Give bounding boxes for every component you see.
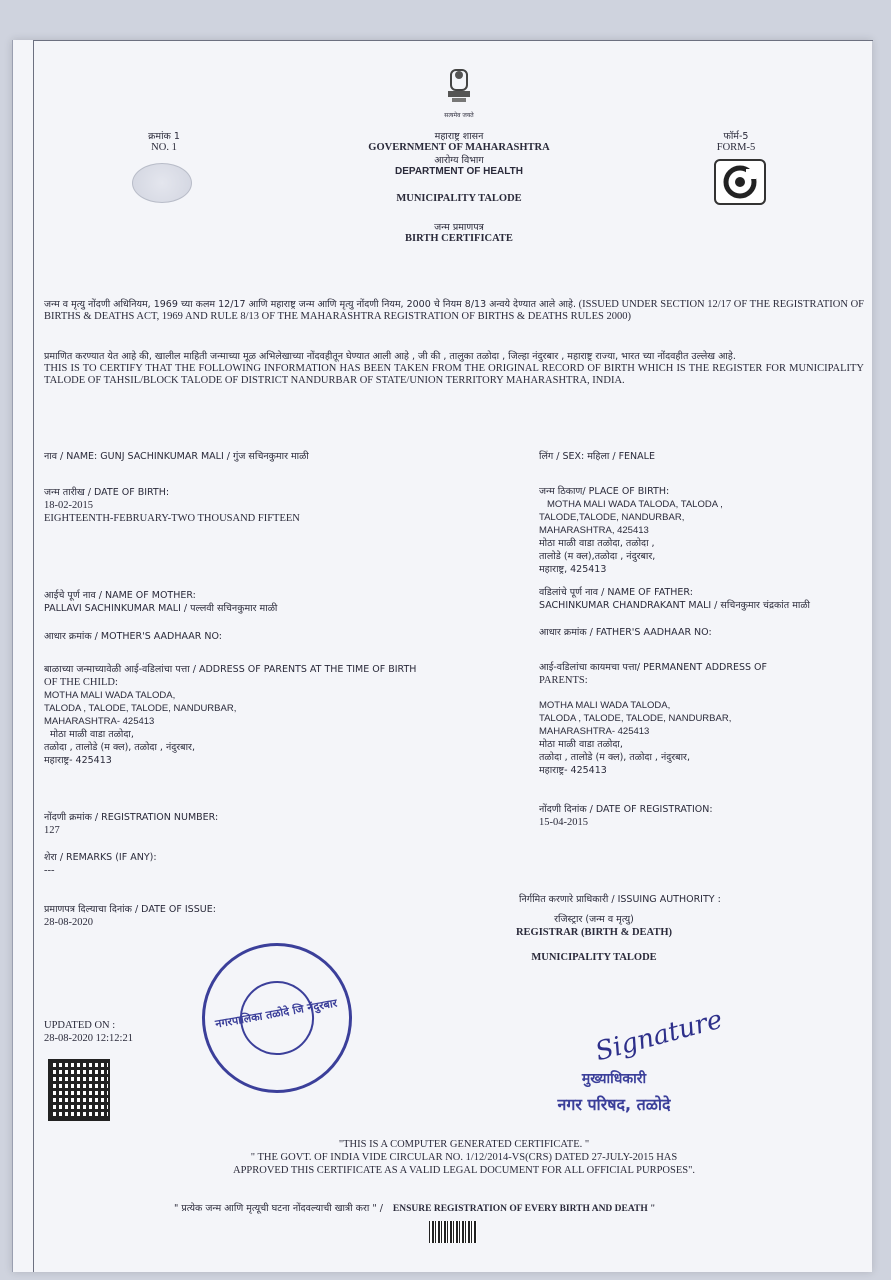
footer-slogan [174, 1198, 794, 1216]
certify-text-mr: प्रमाणित करण्यात येत आहे की, खालील माहिती जन्माच्या मूळ अभिलेखाच्या नोंदवहीतून घेण्यात आली आहे , जी की , तालुका तळोदा , जिल्हा नंदुरबार , महाराष्ट्र राज्या, भारत च्या नोंदवहीत उल्लेख आहे. [44, 351, 736, 362]
permanent-address-label: आई-वडिलांचा कायमचा पत्ता/ PERMANENT ADDRESS OF [539, 662, 767, 673]
mother-name-label: आईचे पूर्ण नाव / NAME OF MOTHER: [44, 590, 196, 601]
father-aadhaar-field: आधार क्रमांक / FATHER'S AADHAAR NO: [539, 627, 712, 638]
address-line: मोठा माळी वाडा तळोदा, [539, 739, 623, 750]
health-dept-seal-icon [132, 163, 192, 203]
footer-line: "THIS IS A COMPUTER GENERATED CERTIFICATE. " [338, 1139, 590, 1150]
barcode [429, 1221, 477, 1243]
certificate-title: BIRTH CERTIFICATE [405, 233, 513, 244]
address-line: MOTHA MALI WADA TALODA, [539, 700, 671, 711]
certificate-frame [33, 40, 873, 1272]
govt-name: GOVERNMENT OF MAHARASHTRA [368, 142, 550, 153]
header-block [284, 129, 634, 244]
pob-line: MAHARASHTRA, 425413 [539, 525, 649, 536]
pob-label: जन्म ठिकाण/ PLACE OF BIRTH: [539, 486, 670, 497]
pob-line: TALODE,TALODE, NANDURBAR, [539, 512, 685, 523]
serial-label: NO. 1 [151, 142, 177, 153]
address-line: MOTHA MALI WADA TALODA, [44, 690, 176, 701]
issued-text: (ISSUED UNDER SECTION 12/17 OF THE REGISTRATION OF BIRTHS & DEATHS ACT, 1969 AND RULE 8/13 OF THE MAHARASHTRA REGISTRATION OF BIRTHS & DEATHS RULES 2000) [44, 299, 865, 322]
permanent-address-label-2: PARENTS: [539, 675, 588, 686]
updated-on-value: 28-08-2020 12:12:21 [44, 1033, 133, 1044]
issued-under-paragraph [44, 299, 864, 323]
issuing-authority-block [519, 893, 721, 906]
address-at-birth-block [44, 663, 416, 767]
registration-number-value: 127 [44, 825, 60, 836]
registration-date-block [539, 803, 713, 829]
updated-on-block [44, 1019, 133, 1045]
address-at-birth-label-2: OF THE CHILD: [44, 677, 118, 688]
address-at-birth-label: बाळाच्या जन्माच्यावेळी आई-वडिलांचा पत्ता / ADDRESS OF PARENTS AT THE TIME OF BIRTH [44, 664, 417, 675]
ashoka-emblem-icon [442, 66, 476, 106]
mother-name-block [44, 589, 277, 615]
sex-field: लिंग / SEX: महिला / FENALE [539, 451, 655, 462]
dob-block [44, 486, 300, 525]
issued-text-mr: जन्म व मृत्यु नोंदणी अधिनियम, 1969 च्या कलम 12/17 आणि महाराष्ट्र जन्म आणि मृत्यु नोंदणी नियम, 2000 चे नियम 8/13 अन्वये देण्यात आले आहे. [44, 299, 576, 310]
footer-line: " THE GOVT. OF INDIA VIDE CIRCULAR NO. 1/12/2014-VS(CRS) DATED 27-JULY-2015 HAS [250, 1152, 678, 1163]
registration-date-value: 15-04-2015 [539, 817, 588, 828]
address-line: मोठा माळी वाडा तळोदा, [50, 729, 134, 740]
mother-name-value: PALLAVI SACHINKUMAR MALI / पल्लवी सचिनकुमार माळी [44, 603, 278, 614]
serial-number-block [134, 129, 194, 153]
govt-name-mr: महाराष्ट्र शासन [434, 131, 484, 142]
address-line: MAHARASHTRA- 425413 [539, 726, 650, 737]
signatory-stamp-line1: मुख्याधिकारी [581, 1071, 647, 1087]
name-field: नाव / NAME: GUNJ SACHINKUMAR MALI / गुंज सचिनकुमार माळी [44, 451, 309, 462]
serial-label-mr: क्रमांक 1 [148, 131, 180, 142]
issue-date-value: 28-08-2020 [44, 917, 93, 928]
remarks-block [44, 851, 157, 877]
registrar-municipality: MUNICIPALITY TALODE [531, 952, 657, 963]
address-line: MAHARASHTRA- 425413 [44, 716, 155, 727]
form-number-block [706, 129, 766, 153]
municipality-round-stamp [190, 931, 364, 1105]
slogan-text-mr: " प्रत्येक जन्म आणि मृत्यूची घटना नोंदवल्याची खात्री करा " / [174, 1203, 383, 1214]
certify-text: THIS IS TO CERTIFY THAT THE FOLLOWING INFORMATION HAS BEEN TAKEN FROM THE ORIGINAL RECORD OF BIRTH WHICH IS THE REGISTER FOR MUNICIPALITY TALODE OF TAHSIL/BLOCK TALODE OF DISTRICT NANDURBAR OF STATE/UNION TERRITORY MAHARASHTRA, INDIA. [44, 363, 864, 386]
mother-aadhaar-field: आधार क्रमांक / MOTHER'S AADHAAR NO: [44, 631, 222, 642]
registrar-title-mr: रजिस्ट्रार (जन्म व मृत्यु) [554, 914, 634, 925]
national-emblem [429, 66, 489, 119]
registrar-block [504, 913, 684, 964]
form-label: FORM-5 [716, 142, 756, 153]
qr-code [48, 1059, 110, 1121]
pob-line: MOTHA MALI WADA TALODA, TALODA , [547, 499, 723, 510]
remarks-label: शेरा / REMARKS (IF ANY): [44, 852, 157, 863]
permanent-address-block [539, 661, 767, 777]
issue-date-block [44, 903, 216, 929]
pob-block [539, 485, 723, 576]
updated-on-label: UPDATED ON : [44, 1020, 116, 1031]
dept-name: DEPARTMENT OF HEALTH [395, 166, 523, 177]
form-label-mr: फॉर्म-5 [723, 131, 749, 142]
dept-name-mr: आरोग्य विभाग [434, 155, 484, 166]
address-line: तळोदा , तालोडे (म क्ल), तळोदा , नंदुरबार, [44, 742, 195, 753]
registrar-signature: Signature [592, 1004, 726, 1068]
crs-logo-icon [714, 159, 766, 205]
father-name-label: वडिलांचे पूर्ण नाव / NAME OF FATHER: [539, 587, 693, 598]
dob-value: 18-02-2015 [44, 500, 93, 511]
address-line: TALODA , TALODE, TALODE, NANDURBAR, [44, 703, 237, 714]
registration-number-block [44, 811, 218, 837]
certify-paragraph [44, 351, 864, 387]
pob-line: मोठा माळी वाडा तळोदा, तळोदा , [539, 538, 655, 549]
footer-disclaimer [184, 1138, 744, 1177]
pob-line: महाराष्ट्र, 425413 [539, 564, 607, 575]
signatory-stamp-line2: नगर परिषद, तळोदे [557, 1095, 671, 1114]
emblem-caption: सत्यमेव जयते [444, 112, 474, 119]
footer-line: APPROVED THIS CERTIFICATE AS A VALID LEGAL DOCUMENT FOR ALL OFFICIAL PURPOSES". [232, 1165, 696, 1176]
municipality-title: MUNICIPALITY TALODE [396, 193, 522, 204]
father-name-block [539, 586, 810, 612]
issuing-authority-label: निर्गमित करणारे प्राधिकारी / ISSUING AUTHORITY : [519, 894, 721, 905]
registration-number-label: नोंदणी क्रमांक / REGISTRATION NUMBER: [44, 812, 219, 823]
address-line: महाराष्ट्र- 425413 [539, 765, 607, 776]
slogan-text: ENSURE REGISTRATION OF EVERY BIRTH AND DEATH " [392, 1204, 656, 1214]
father-name-value: SACHINKUMAR CHANDRAKANT MALI / सचिनकुमार चंद्रकांत माळी [539, 600, 811, 611]
dob-words: EIGHTEENTH-FEBRUARY-TWO THOUSAND FIFTEEN [44, 513, 300, 524]
registrar-title: REGISTRAR (BIRTH & DEATH) [515, 927, 673, 938]
round-stamp-text: नगरपालिका तळोदे जि नंदुरबार [214, 996, 339, 1031]
address-line: तळोदा , तालोडे (म क्ल), तळोदा , नंदुरबार, [539, 752, 690, 763]
address-line: महाराष्ट्र- 425413 [44, 755, 112, 766]
issue-date-label: प्रमाणपत्र दिल्याचा दिनांक / DATE OF ISSUE: [44, 904, 216, 915]
certificate-page [12, 40, 872, 1272]
dob-label: जन्म तारीख / DATE OF BIRTH: [44, 487, 170, 498]
remarks-value: --- [44, 865, 55, 876]
certificate-title-mr: जन्म प्रमाणपत्र [434, 222, 484, 233]
registration-date-label: नोंदणी दिनांक / DATE OF REGISTRATION: [539, 804, 713, 815]
pob-line: तालोडे (म क्ल),तळोदा , नंदुरबार, [539, 551, 656, 562]
address-line: TALODA , TALODE, TALODE, NANDURBAR, [539, 713, 732, 724]
